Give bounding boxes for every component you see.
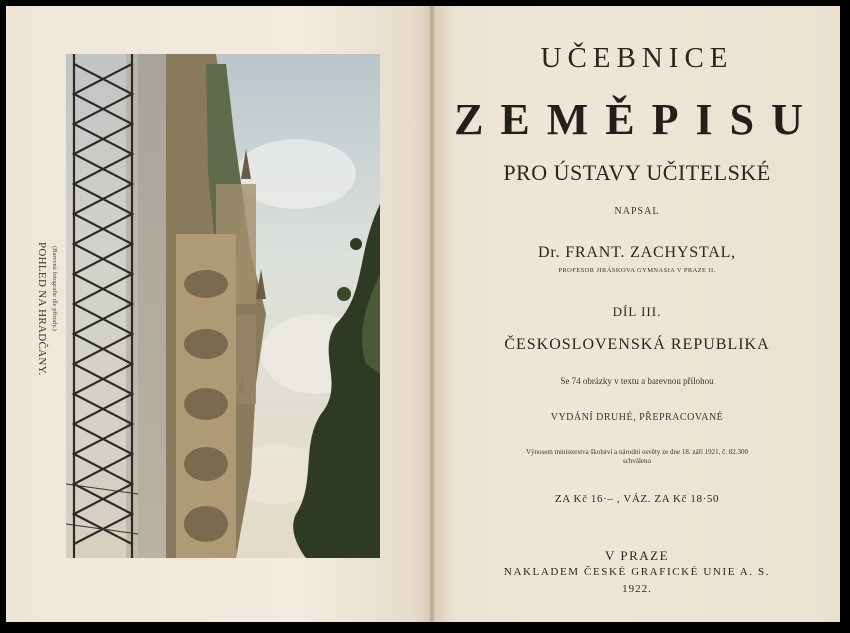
price-line: ZA Kč 16·– , VÁZ. ZA Kč 18·50	[554, 493, 720, 505]
approval-line-2: schváleno	[623, 457, 651, 465]
author-name: Dr. FRANT. ZACHYSTAL,	[538, 244, 736, 261]
title-line-3: PRO ÚSTAVY UČITELSKÉ	[503, 160, 771, 185]
author-position: PROFESOR JIRÁSKOVA GYMNASIA V PRAZE II.	[558, 267, 716, 274]
approval-line-1: Výnosem ministerstva školství a národní osvěty ze dne 18. září 1921, č. 82.300	[525, 448, 748, 456]
illustrations-note: Se 74 obrázky v textu a barevnou přílohou	[560, 376, 714, 386]
title-page	[434, 6, 840, 622]
hradcany-view-illustration	[66, 54, 380, 558]
publication-city: V PRAZE	[604, 548, 670, 563]
plate-caption-title: POHLED NA HRADČANY.	[36, 242, 48, 376]
publication-year: 1922.	[622, 583, 652, 595]
edition-note: VYDÁNÍ DRUHÉ, PŘEPRACOVANÉ	[550, 412, 724, 423]
left-page	[6, 6, 430, 622]
title-line-2: ZEMĚPISU	[454, 95, 820, 144]
color-plate-image	[66, 54, 380, 558]
part-title: ČESKOSLOVENSKÁ REPUBLIKA	[504, 336, 770, 353]
book-spread	[6, 6, 840, 622]
plate-caption-subtitle: (Barevná fotografie dle přírody.)	[51, 246, 58, 331]
napsal-label: NAPSAL	[614, 206, 660, 217]
title-line-1: UČEBNICE	[540, 42, 734, 74]
publisher-line: NAKLADEM ČESKÉ GRAFICKÉ UNIE A. S.	[503, 566, 771, 578]
part-number: DÍL III.	[612, 304, 662, 319]
plate-caption	[36, 242, 66, 382]
